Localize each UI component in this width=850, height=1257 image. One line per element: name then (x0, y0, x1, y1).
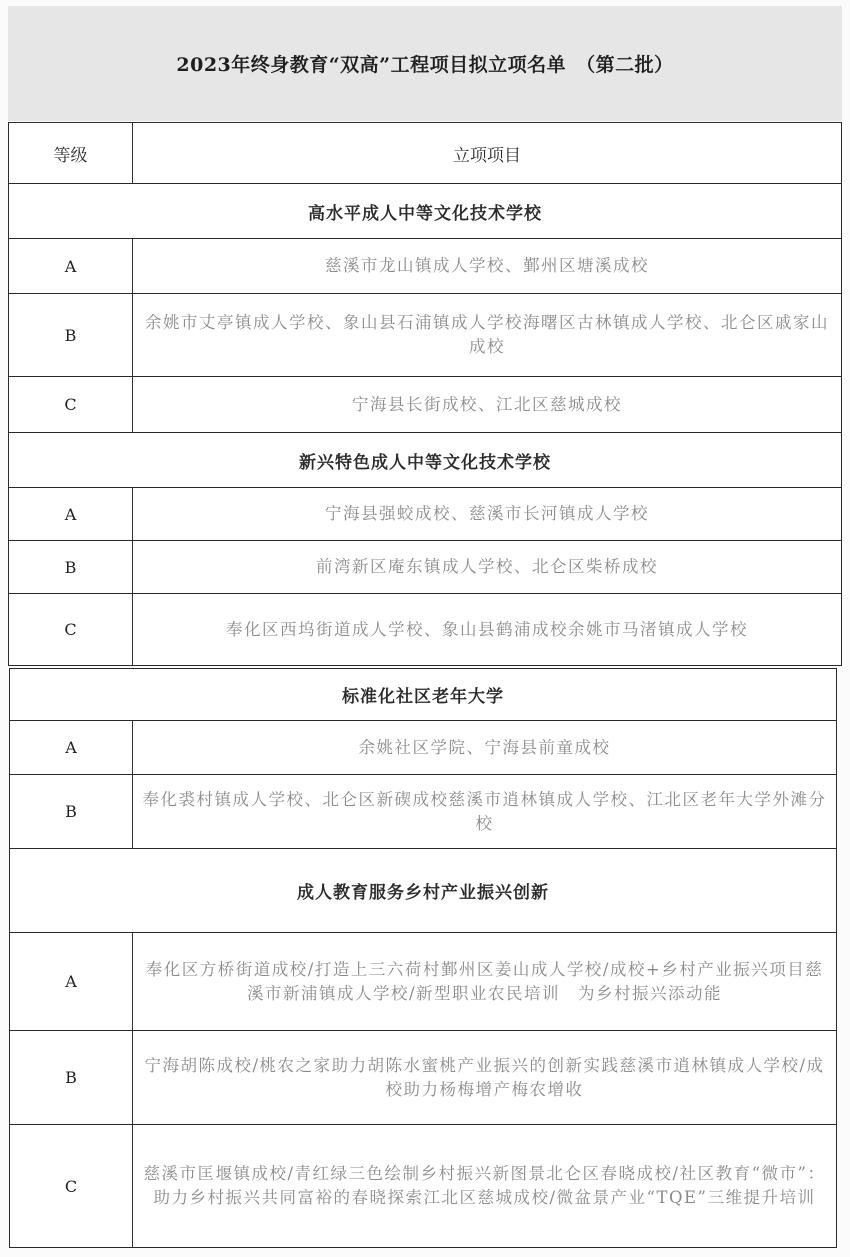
document-title: 2023年终身教育“双高”工程项目拟立项名单 （第二批） (176, 54, 674, 76)
grade-cell: C (9, 377, 133, 433)
table-row (9, 239, 842, 294)
grade-cell: A (10, 933, 133, 1031)
project-cell: 奉化裘村镇成人学校、北仑区新碶成校慈溪市逍林镇成人学校、江北区老年大学外滩分校 (133, 775, 837, 849)
table-row (10, 721, 837, 775)
grade-cell: C (9, 594, 133, 666)
section-title-rural-revitalization: 成人教育服务乡村产业振兴创新 (10, 849, 837, 933)
table-row (10, 1031, 837, 1125)
grade-cell: A (9, 239, 133, 294)
project-cell: 奉化区西坞街道成人学校、象山县鹤浦成校余姚市马渚镇成人学校 (133, 594, 842, 666)
grade-cell: B (9, 294, 133, 377)
section-title-community-senior-university: 标准化社区老年大学 (10, 669, 837, 721)
grade-cell: C (10, 1125, 133, 1248)
table-row (9, 488, 842, 541)
table-row (9, 541, 842, 594)
section-title-emerging-schools: 新兴特色成人中等文化技术学校 (9, 433, 842, 488)
grade-column-header: 等级 (9, 123, 133, 184)
project-cell: 奉化区方桥街道成校/打造上三六荷村鄞州区姜山成人学校/成校+乡村产业振兴项目慈溪市新浦镇成人学校/新型职业农民培训 为乡村振兴添动能 (133, 933, 837, 1031)
section-row (9, 433, 842, 488)
project-table-part-2 (9, 668, 837, 1248)
grade-cell: A (9, 488, 133, 541)
project-cell: 慈溪市匡堰镇成校/青红绿三色绘制乡村振兴新图景北仑区春晓成校/社区教育“微市”：助力乡村振兴共同富裕的春晓探索江北区慈城成校/微盆景产业“TQE”三维提升培训 (133, 1125, 837, 1248)
project-cell: 前湾新区庵东镇成人学校、北仑区柴桥成校 (133, 541, 842, 594)
project-column-header: 立项项目 (133, 123, 842, 184)
table-row (9, 377, 842, 433)
project-table-part-1 (8, 122, 842, 666)
grade-cell: B (9, 541, 133, 594)
table-row (10, 775, 837, 849)
section-row (10, 849, 837, 933)
table-row (10, 933, 837, 1031)
table-row (10, 1125, 837, 1248)
grade-cell: B (10, 775, 133, 849)
project-cell: 余姚市丈亭镇成人学校、象山县石浦镇成人学校海曙区古林镇成人学校、北仑区戚家山成校 (133, 294, 842, 377)
project-cell: 慈溪市龙山镇成人学校、鄞州区塘溪成校 (133, 239, 842, 294)
project-cell: 宁海县长街成校、江北区慈城成校 (133, 377, 842, 433)
section-row (9, 184, 842, 239)
title-banner (8, 6, 842, 121)
project-cell: 余姚社区学院、宁海县前童成校 (133, 721, 837, 775)
section-row (10, 669, 837, 721)
section-title-high-level-schools: 高水平成人中等文化技术学校 (9, 184, 842, 239)
grade-cell: A (10, 721, 133, 775)
project-cell: 宁海胡陈成校/桃农之家助力胡陈水蜜桃产业振兴的创新实践慈溪市逍林镇成人学校/成校助力杨梅增产梅农增收 (133, 1031, 837, 1125)
table-row (9, 294, 842, 377)
table-row (9, 594, 842, 666)
grade-cell: B (10, 1031, 133, 1125)
table-header-row (9, 123, 842, 184)
project-cell: 宁海县强蛟成校、慈溪市长河镇成人学校 (133, 488, 842, 541)
